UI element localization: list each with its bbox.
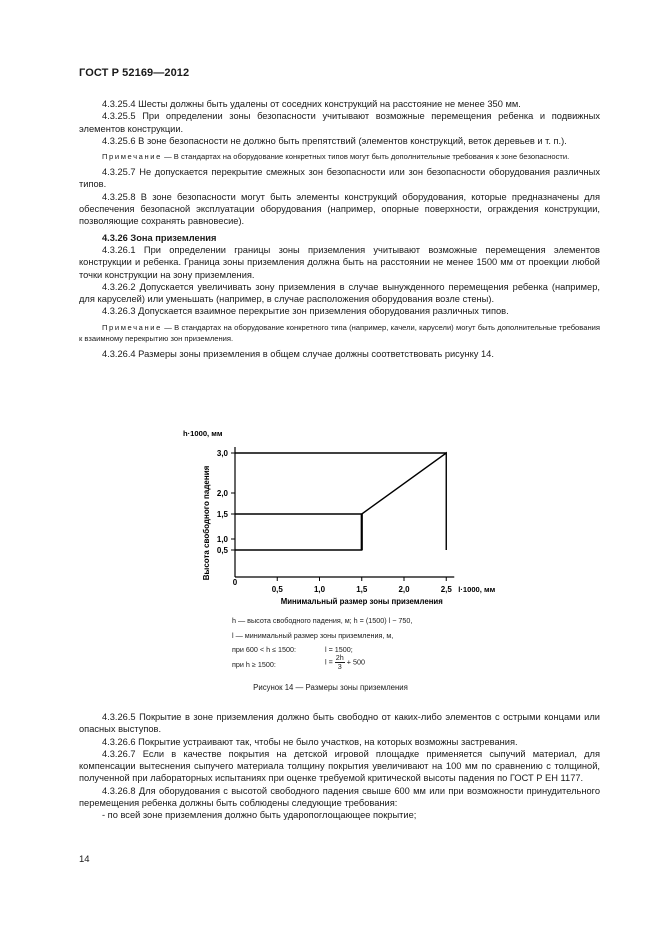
bullet-item: - по всей зоне приземления должно быть ударопоглощающее покрытие; [102, 810, 417, 821]
legend-l-definition: l — минимальный размер зоны приземления, м, [232, 630, 394, 640]
x-tick-label: 1,5 [356, 585, 368, 594]
section-heading-4-3-26: 4.3.26 Зона приземления [102, 232, 217, 243]
x-tick-label: 2,0 [398, 585, 410, 594]
paragraph-4-3-26-6: 4.3.26.6 Покрытие устраивают так, чтобы не было участков, на которых возможны застревания. [102, 736, 518, 747]
y-tick-label: 1,0 [216, 535, 228, 544]
paragraph-4-3-26-4: 4.3.26.4 Размеры зоны приземления в общем случае должны соответствовать рисунку 14. [102, 348, 494, 359]
paragraph-4-3-26-3: 4.3.26.3 Допускается взаимное перекрытие зон приземления оборудования различных типов. [102, 306, 509, 317]
origin-label: 0 [232, 578, 238, 587]
note-landing-zone [79, 322, 600, 344]
formula-lhs: l = [325, 657, 335, 667]
x-tick-label: 1,0 [313, 585, 326, 594]
figure-14-chart [170, 420, 530, 610]
paragraph-4-3-25-5: 4.3.25.5 При определении зоны безопасности учитывают возможные перемещения ребенка и подвижных элементов конструкции. [79, 111, 600, 134]
note-label: Примечание [102, 322, 162, 332]
text-block-top [79, 98, 600, 360]
y-tick-label: 0,5 [216, 546, 228, 555]
y-axis-title: Высота свободного падения [202, 465, 211, 581]
legend-case-1 [232, 643, 412, 658]
figure-caption: Рисунок 14 — Размеры зоны приземления [253, 683, 408, 692]
note-text: — В стандартах на оборудование конкретных типов могут быть дополнительные требования к зоне безопасности. [161, 152, 570, 162]
note-text: — В стандартах на оборудование конкретного типа (например, качели, карусели) могут быть дополнительные требования к взаимному перекрытию зон приземления. [79, 322, 600, 343]
x-tick-label: 0,5 [271, 585, 283, 594]
x-unit-label: l·1000, мм [458, 585, 496, 594]
legend-case-2-formula [325, 654, 365, 671]
page-number: 14 [79, 854, 90, 865]
paragraph-4-3-26-7: 4.3.26.7 Если в качестве покрытия на детской игровой площадке применяется сыпучий материал, для компенсации вытеснения сыпучего материала толщину покрытия увеличивают на 100 мм по сравнению с толщиной, полученной при лабораторных испытаниях при оценке требуемой критической высоты падения по ГОСТ Р ЕН 1177. [79, 748, 600, 784]
figure-legend [232, 614, 412, 680]
legend-h-definition: h — высота свободного падения, м; h = (1500) l − 750, [232, 616, 413, 625]
y-tick-label: 2,0 [216, 489, 228, 498]
y-tick-label: 1,5 [216, 510, 228, 519]
formula-rhs: + 500 [346, 657, 365, 667]
x-axis-title: Минимальный размер зоны приземления [280, 597, 443, 606]
chart-marks [235, 453, 446, 550]
series-line [235, 453, 446, 550]
text-block-bottom [79, 711, 600, 822]
paragraph-4-3-25-4: 4.3.25.4 Шесты должны быть удалены от соседних конструкций на расстояние не менее 350 мм. [102, 99, 521, 109]
note-label: Примечание [102, 152, 162, 162]
y-unit-label: h·1000, мм [183, 429, 223, 438]
paragraph-4-3-26-1: 4.3.26.1 При определении границы зоны приземления учитывают возможные перемещения элементов конструкции и ребенка. Граница зоны приземления должна быть на расстоянии не менее 1500 мм от проекции любой точки конструкции на зону приземления. [79, 244, 600, 280]
paragraph-4-3-25-7: 4.3.25.7 Не допускается перекрытие смежных зон безопасности или зон безопасности оборудования различных типов. [79, 167, 600, 190]
note-safety-zone [79, 151, 600, 162]
paragraph-4-3-26-5: 4.3.26.5 Покрытие в зоне приземления должно быть свободно от каких-либо элементов с острыми концами или опасных выступов. [79, 712, 600, 735]
chart-labels [183, 429, 496, 606]
legend-case-1-condition: при 600 < h ≤ 1500: [232, 645, 297, 655]
paragraph-4-3-25-6: 4.3.25.6 В зоне безопасности не должно быть препятствий (элементов конструкций, веток деревьев и т. п.). [102, 135, 567, 146]
x-tick-label: 2,5 [440, 585, 452, 594]
document-header: ГОСТ Р 52169—2012 [79, 67, 190, 79]
fraction-denominator: 3 [337, 661, 342, 671]
y-tick-label: 3,0 [216, 449, 228, 458]
formula-fraction [335, 654, 345, 671]
legend-case-2-condition: при h ≥ 1500: [232, 659, 276, 669]
legend-case-2 [232, 652, 412, 680]
legend-case-1-formula: l = 1500; [325, 645, 353, 655]
fraction-numerator: 2h [335, 652, 344, 662]
paragraph-4-3-25-8: 4.3.25.8 В зоне безопасности могут быть элементы конструкций оборудования, которые предназначены для обеспечения безопасной эксплуатации оборудования (например, опорные поверхности, ограждения конструкции, позволяющие сохранять равновесие). [79, 191, 600, 227]
paragraph-4-3-26-8: 4.3.26.8 Для оборудования с высотой свободного падения свыше 600 мм или при возможности принудительного перемещения ребенка должны быть соблюдены следующие требования: [79, 785, 600, 809]
paragraph-4-3-26-2: 4.3.26.2 Допускается увеличивать зону приземления в случае вынужденного перемещения ребенка (например, для каруселей) или уменьшать (например, в случае расположения оборудования возле стены). [79, 281, 600, 305]
